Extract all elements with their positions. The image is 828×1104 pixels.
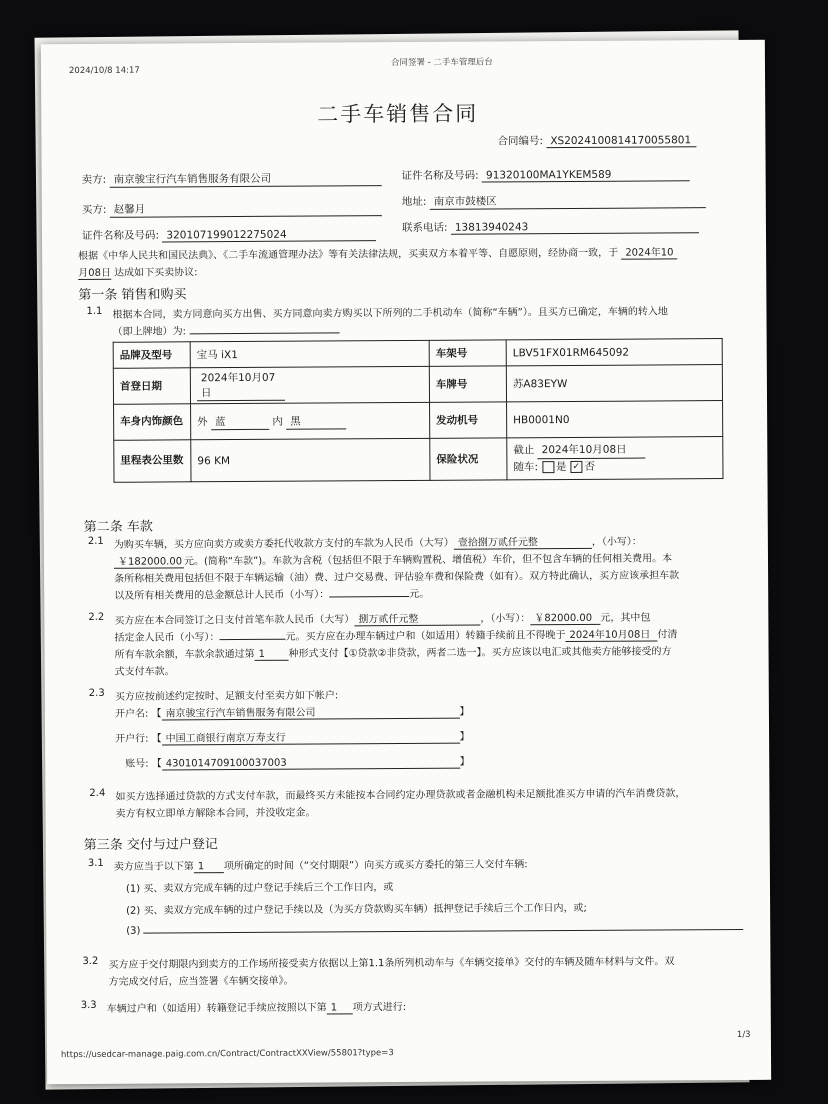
print-url: https://usedcar-manage.paig.com.cn/Contract/ContractXXView/55801?type=3 [60, 1048, 394, 1061]
clause-2-3-line1: 买方应按前述约定按时、足额支付至卖方如下帐户: [114, 690, 339, 703]
page-number: 1/3 [736, 1029, 751, 1040]
checkbox-no[interactable] [570, 461, 582, 473]
account-name-row: 开户名: 【 南京骏宝行汽车销售服务有限公司 】 [115, 703, 470, 721]
clause-3-2-line1: 买方应于交付期限内到卖方的工作场所接受卖方依据以上第1.1条所列机动车与《车辆交接单》交付的车辆及随车材料与文件。双 [108, 956, 675, 971]
clause-2-4-line2: 卖方有权立即单方解除本合同，并没收定金。 [115, 807, 316, 820]
total-price-value: ￥182000.00 [114, 552, 184, 568]
vehicle-brand-value: 宝马 iX1 [190, 340, 429, 367]
clause-3-2-line2: 方完成交付后，应当签署《车辆交接单》。 [108, 975, 294, 988]
clause-3-1-option-1: (1) 买、卖双方完成车辆的过户登记手续后三个工作日内，或 [125, 882, 394, 895]
clause-2-1-line4: 以及所有相关费用的总金额总计人民币（小写）： 元。 [114, 588, 430, 602]
buyer-row: 买方: 赵馨月 [82, 200, 382, 218]
insurance-until-value: 2024年10月08日 [538, 442, 646, 460]
vehicle-mileage-value: 96 KM [191, 438, 430, 481]
clause-1-1-line2: （即上牌地）为: [113, 321, 340, 337]
clause-2-4-num: 2.4 [89, 787, 106, 799]
checkbox-yes[interactable] [542, 461, 554, 473]
clause-2-2-line2: 括定金人民币（小写）： 元。买方应在办理车辆过户和（如适用）转籍手续前且不得晚于 2024年10月08日 付清 [114, 625, 677, 644]
clause-3-3-num: 3.3 [80, 999, 97, 1011]
interior-color-value: 黑 [286, 413, 346, 429]
clause-2-2-line1: 买方应在本合同签订之日支付首笔车款人民币（大写） 捌万贰仟元整 ，（小写）： ￥82000.00 元，其中包 [114, 609, 650, 628]
clause-2-3-num: 2.3 [88, 687, 105, 699]
buyer-id-value: 320107199012275024 [162, 228, 376, 242]
buyer-address-value: 南京市鼓楼区 [430, 192, 706, 210]
clause-3-1-line1: 卖方应当于以下第 1 项所确定的时间（“交付期限”）向买方或买方委托的第三人交付车辆: [113, 859, 528, 873]
seller-id-row: 证件名称及号码: 91320100MA1YKEM589 [402, 166, 690, 183]
print-datetime: 2024/10/8 14:17 [68, 65, 140, 77]
article-3-title: 第三条 交付与过户登记 [83, 837, 218, 853]
bank-value: 中国工商银行南京万寿支行 [162, 728, 460, 746]
account-name-value: 南京骏宝行汽车销售服务有限公司 [161, 703, 459, 721]
intro-line1: 根据《中华人民共和国民法典》、《二手车流通管理办法》等有关法律法规，买卖双方本着平等、自愿原则，经协商一致，于 2024年10 [78, 243, 677, 263]
clause-3-3-line1: 车辆过户和（如适用）转籍登记手续应按照以下第 1 项方式进行: [106, 1002, 407, 1015]
clause-2-1-num: 2.1 [87, 535, 104, 547]
contract-page [41, 40, 771, 1084]
article-2-title: 第二条 车款 [83, 519, 153, 535]
contract-number-value: XS2024100814170055801 [546, 134, 696, 148]
down-payment-value: ￥82000.00 [530, 609, 600, 625]
contract-title: 二手车销售合同 [317, 101, 479, 127]
clause-2-2-line3: 所有车款余额，车款余款通过第 1 种形式支付【①贷款②非贷款，两者二选一】。买方应该以电汇或其他卖方能够接受的方 [114, 646, 672, 661]
table-row: 首登日期 2024年10月07日 车牌号 苏A83EYW [113, 365, 722, 405]
buyer-id-row: 证件名称及号码: 320107199012275024 [82, 226, 376, 243]
contract-number: 合同编号: XS2024100814170055801 [497, 132, 696, 148]
payment-method-value: 1 [255, 649, 289, 661]
clause-2-4-line1: 如买方选择通过贷款的方式支付车款，而最终买方未能按本合同约定办理贷款或者金融机构未足额批准买方申请的汽车消费贷款， [115, 788, 686, 803]
bank-row: 开户行: 【 中国工商银行南京万寿支行 】 [115, 728, 470, 746]
clause-3-1-num: 3.1 [87, 857, 104, 869]
seller-value: 南京骏宝行汽车销售服务有限公司 [110, 170, 382, 188]
seller-id-value: 91320100MA1YKEM589 [482, 168, 690, 182]
clause-3-1-option-2: (2) 买、卖双方完成车辆的过户登记手续以及（为买方贷款购买车辆）抵押登记手续后三个工作日内，或; [126, 902, 587, 917]
vehicle-first-reg-value: 2024年10月07日 [197, 370, 285, 402]
buyer-address-row: 地址: 南京市鼓楼区 [402, 192, 706, 210]
down-payment-cn: 捌万贰仟元整 [354, 610, 480, 627]
clause-1-1-num: 1.1 [86, 305, 103, 317]
clause-2-1-line2: ￥182000.00 元。(简称“车款”)。车款为含税（包括但不限于车辆购置税、增值税）车价，但不包含车辆的任何相关费用。本 [114, 549, 672, 568]
exterior-color-value: 蓝 [211, 413, 269, 429]
print-page-title: 合同签署 - 二手车管理后台 [390, 57, 493, 69]
seller-row: 卖方: 南京骏宝行汽车销售服务有限公司 [82, 170, 382, 188]
buyer-phone-value: 13813940243 [451, 220, 699, 235]
clause-1-1-line1: 根据本合同，卖方同意向买方出售、买方同意向卖方购买以下所列的二手机动车（简称“车辆”）。且买方已确定，车辆的转入地 [112, 306, 668, 321]
clause-2-1-line3: 条所称相关费用包括但不限于车辆运输（油）费、过户交易费、评估验车费和保险费（如有）。双方特此确认，买方应该承担车款 [114, 570, 680, 585]
vehicle-info-table [113, 338, 724, 483]
account-no-row: 账号: 【 4301014709100037003 】 [125, 756, 470, 770]
account-no-value: 4301014709100037003 [162, 757, 460, 771]
vehicle-plate-value: 苏A83EYW [506, 365, 722, 402]
vehicle-vin-value: LBV51FX01RM645092 [506, 339, 722, 366]
buyer-value: 赵馨月 [110, 200, 382, 218]
total-price-cn: 壹拾捌万贰仟元整 [454, 533, 592, 550]
registration-place-field [189, 332, 339, 334]
clause-2-1-line1: 为购买车辆，买方应向卖方或卖方委托代收款方支付的车款为人民币（大写） 壹拾捌万贰仟元整 ，（小写）： [114, 533, 642, 552]
table-row: 车身内饰颜色 外 蓝 内 黑 发动机号 HB0001N0 [114, 401, 723, 441]
clause-2-2-num: 2.2 [88, 611, 105, 623]
table-row: 品牌及型号 宝马 iX1 车架号 LBV51FX01RM645092 [113, 339, 722, 369]
table-row: 里程表公里数 96 KM 保险状况 截止 2024年10月08日 随车: 是✓ 否 [114, 437, 723, 483]
clause-3-1-option-3: (3) [126, 922, 743, 937]
clause-2-2-line4: 式支付车款。 [114, 666, 175, 678]
article-1-title: 第一条 销售和购买 [78, 287, 187, 303]
intro-line2: 月08日 达成如下买卖协议: [78, 263, 197, 280]
vehicle-engine-value: HB0001N0 [507, 401, 723, 438]
clause-3-2-num: 3.2 [82, 955, 99, 967]
buyer-phone-row: 联系电话: 13813940243 [402, 218, 699, 235]
balance-deadline: 2024年10月08日 [565, 625, 657, 642]
